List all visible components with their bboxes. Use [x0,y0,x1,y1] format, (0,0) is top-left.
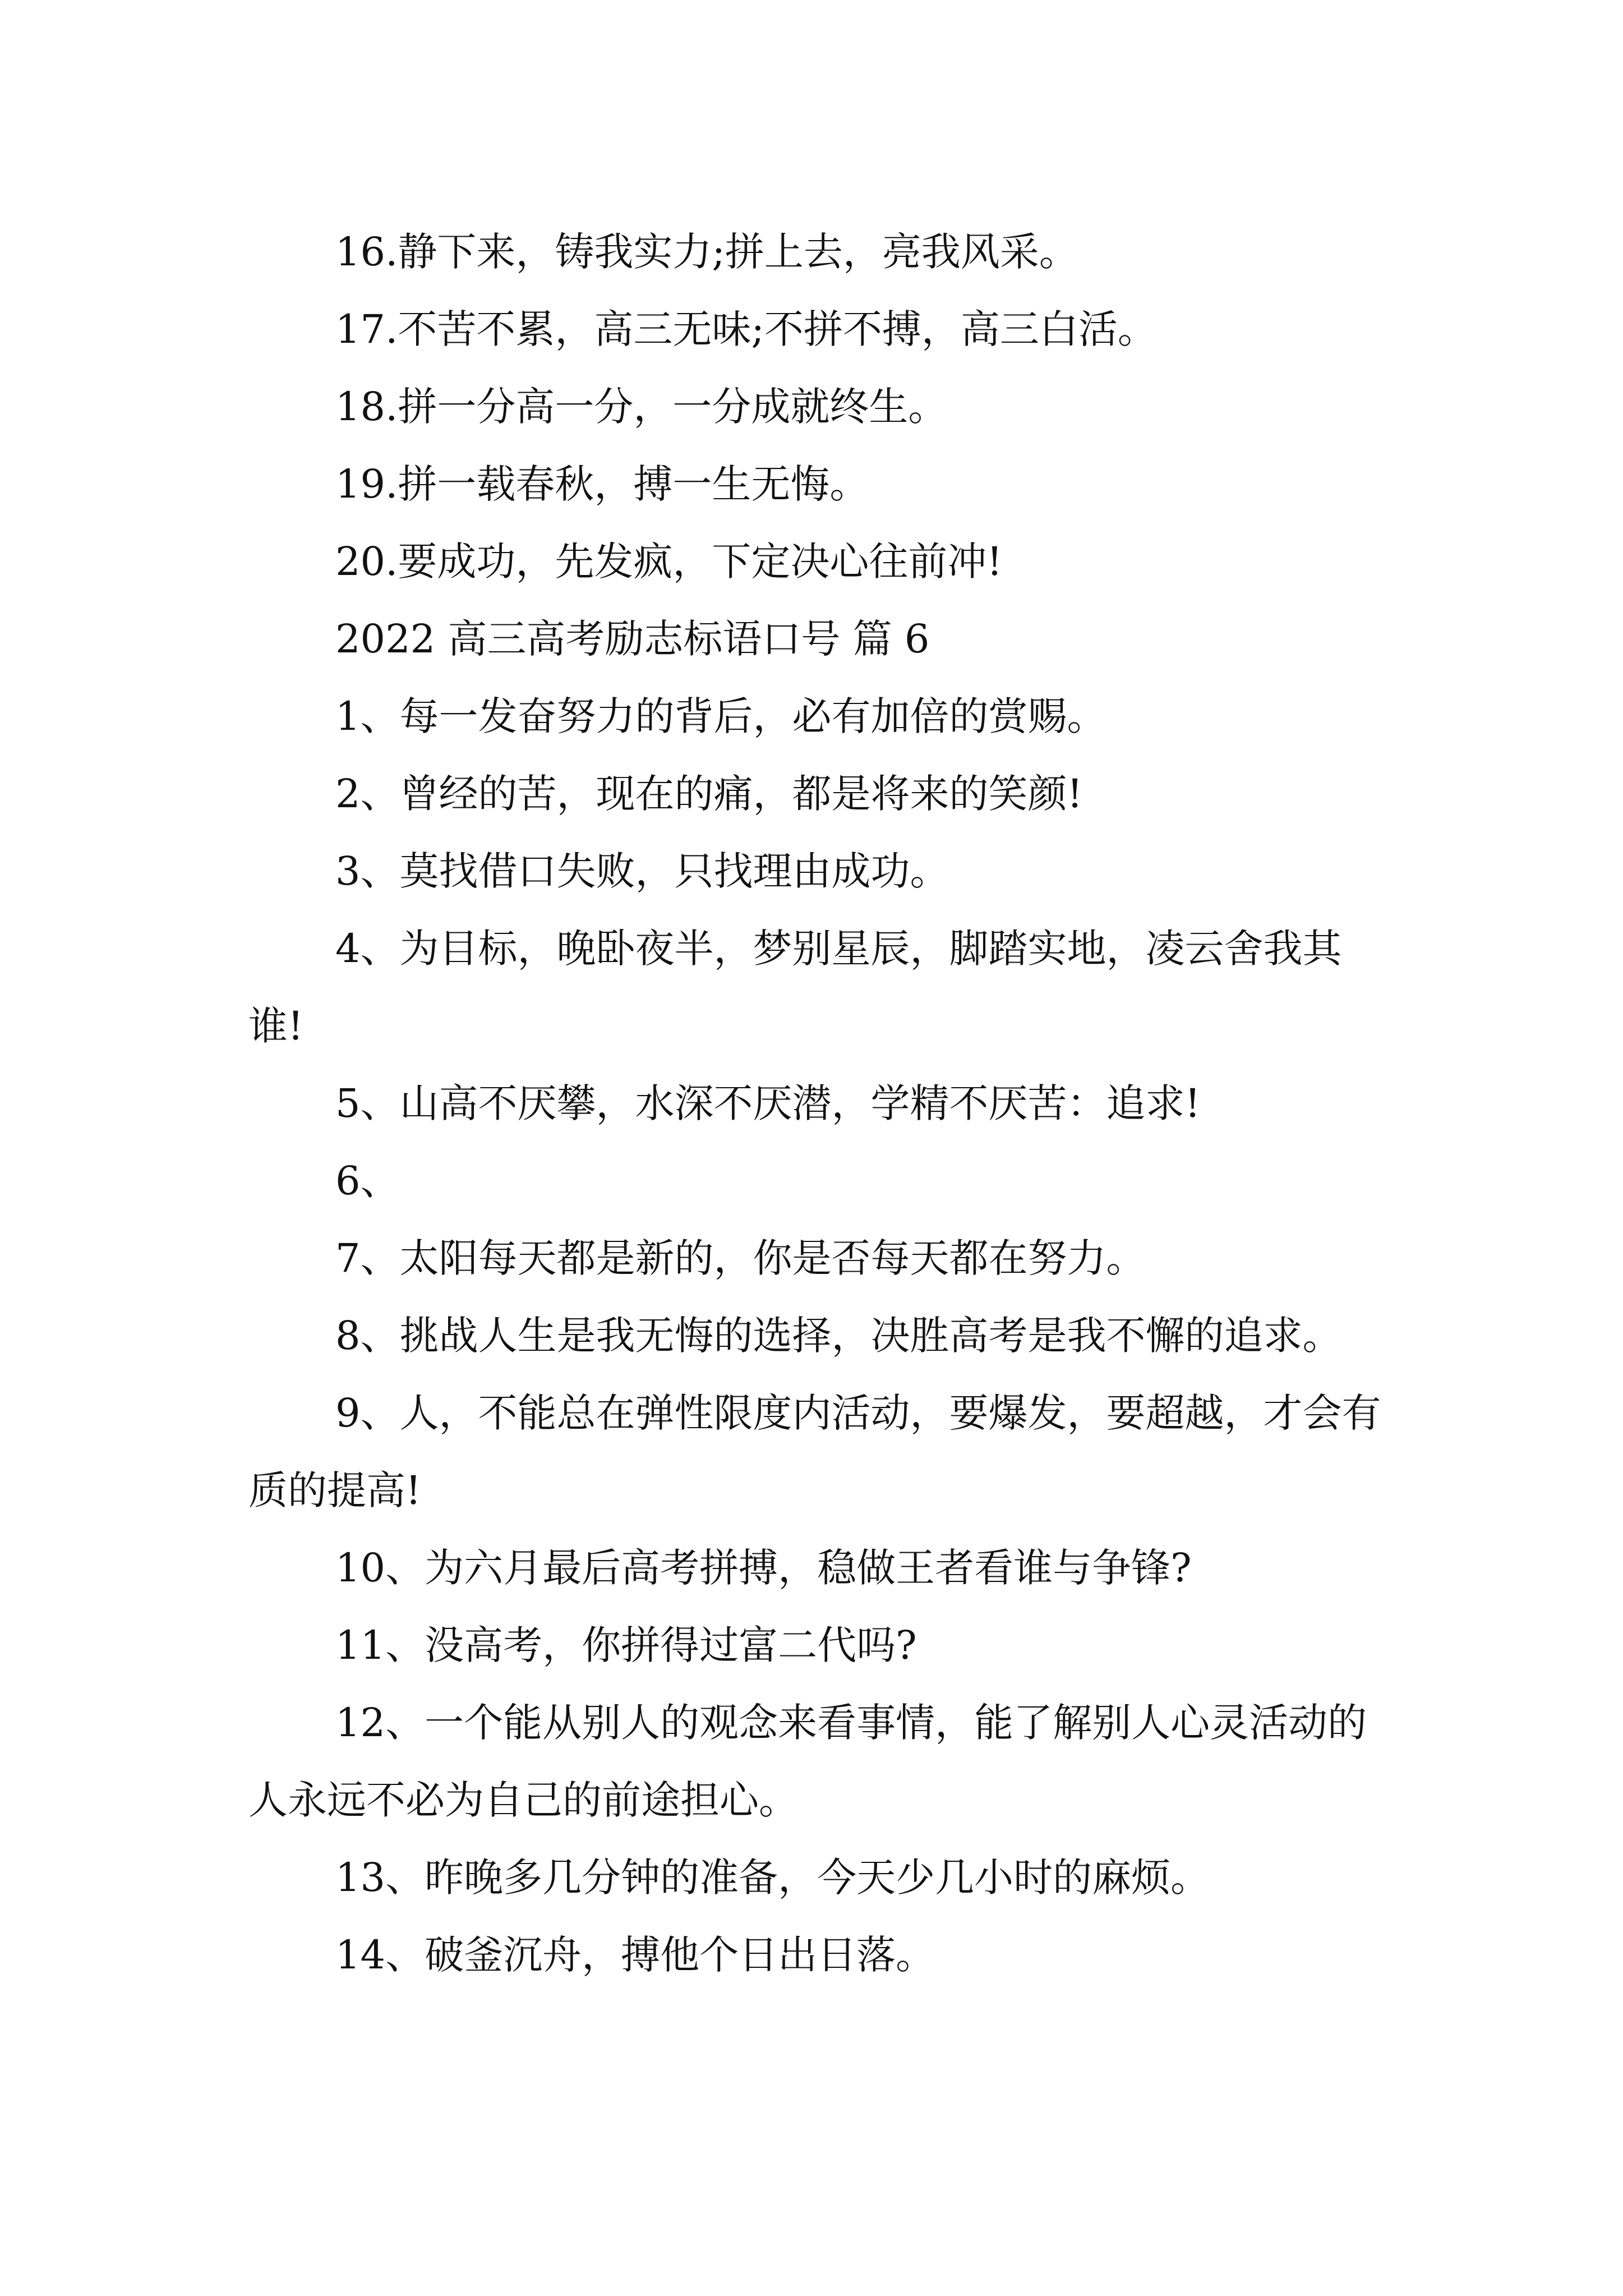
list-item-12: 12、一个能从别人的观念来看事情，能了解别人心灵活动的人永远不必为自己的前途担心。 [248,1700,1367,1823]
list-item-9: 9、人，不能总在弹性限度内活动，要爆发，要超越，才会有质的提高! [248,1390,1381,1513]
paragraph-19: 19.拼一载春秋，搏一生无悔。 [335,461,869,507]
list-item-5: 5、山高不厌攀，水深不厌潜，学精不厌苦：追求! [335,1080,1201,1126]
paragraph-20: 20.要成功，先发疯，下定决心往前冲! [335,539,1003,585]
list-item-10: 10、为六月最后高考拼搏，稳做王者看谁与争锋? [335,1545,1192,1591]
paragraph-18: 18.拼一分高一分，一分成就终生。 [335,384,948,430]
paragraph-16: 16.静下来，铸我实力;拼上去，亮我风采。 [335,229,1078,275]
paragraph-17: 17.不苦不累，高三无味;不拼不搏，高三白活。 [335,306,1157,352]
list-item-14: 14、破釜沉舟，搏他个日出日落。 [335,1932,935,1978]
list-item-2: 2、曾经的苦，现在的痛，都是将来的笑颜! [335,771,1083,817]
list-item-4: 4、为目标，晚卧夜半，梦别星辰，脚踏实地，凌云舍我其谁! [248,926,1342,1049]
list-item-7: 7、太阳每天都是新的，你是否每天都在努力。 [335,1235,1146,1281]
list-item-11: 11、没高考，你拼得过富二代吗? [335,1622,917,1668]
list-item-8: 8、挑战人生是我无悔的选择，决胜高考是我不懈的追求。 [335,1313,1342,1359]
document-body [248,213,1381,1994]
list-item-1: 1、每一发奋努力的背后，必有加倍的赏赐。 [335,693,1106,739]
list-item-6: 6、 [335,1158,400,1204]
section-heading: 2022 高三高考励志标语口号 篇 6 [335,616,930,662]
list-item-13: 13、昨晚多几分钟的准备，今天少几小时的麻烦。 [335,1855,1210,1901]
list-item-3: 3、莫找借口失败，只找理由成功。 [335,848,949,894]
